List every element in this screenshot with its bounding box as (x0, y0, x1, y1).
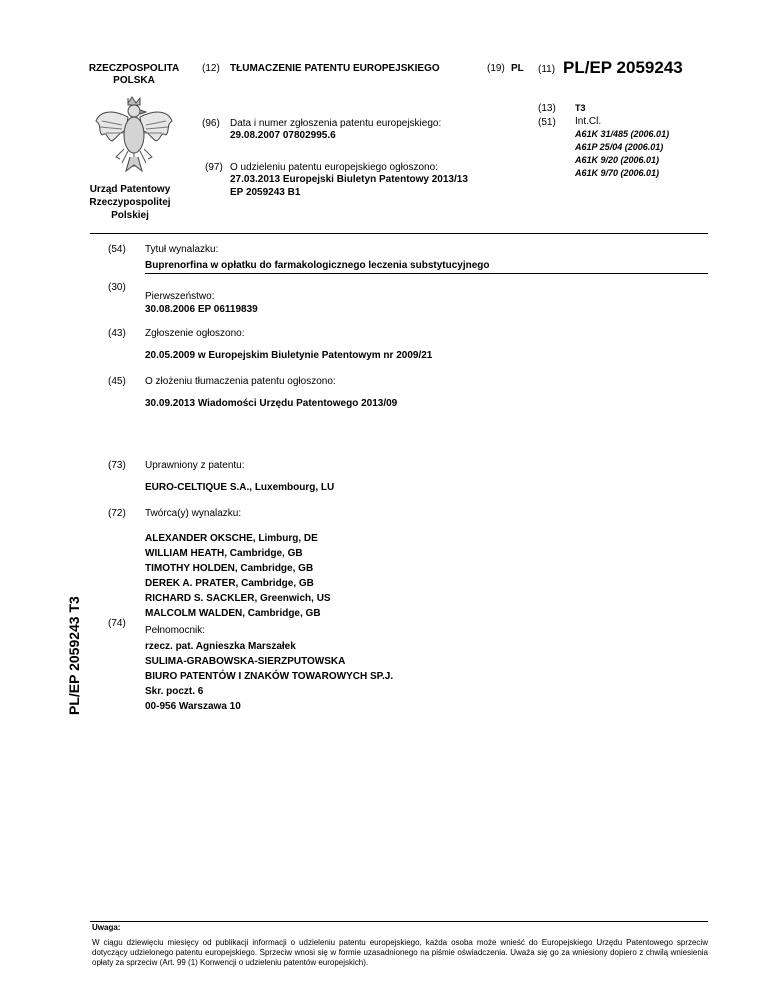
office-name (60, 183, 200, 222)
translation-label: O złożeniu tłumaczenia patentu ogłoszono: (145, 376, 336, 387)
translation-value: 30.09.2013 Wiadomości Urzędu Patentowego 2013/09 (145, 398, 398, 409)
publication-label: Zgłoszenie ogłoszono: (145, 328, 245, 339)
code-72: (72) (108, 508, 126, 519)
footer-divider (90, 921, 708, 922)
code-43: (43) (108, 328, 126, 339)
doc-type: TŁUMACZENIE PATENTU EUROPEJSKIEGO (230, 63, 440, 74)
code-54: (54) (108, 244, 126, 255)
note-text: W ciągu dziewięciu miesięcy od publikacji informacji o udzieleniu patentu europejskiego, każda osoba może wnieść do Europejskiego Urzędu Patentowego sprzeciw dotyczący udzielonego patentu europejskiego. Sprzeciw wnosi się w formie uzasadnionego na piśmie oświadczenia. Uważa się go za wniesiony dopiero z chwilą wniesienia opłaty za sprzeciw (Art. 99 (1) Konwencji o udzieleniu patentów europejskich). (92, 938, 708, 967)
inventor: ALEXANDER OKSCHE, Limburg, DE (145, 533, 318, 544)
grant-value-1: 27.03.2013 Europejski Biuletyn Patentowy 2013/13 (230, 174, 468, 185)
attorney-line: Skr. poczt. 6 (145, 686, 204, 697)
attorney-line: rzecz. pat. Agnieszka Marszałek (145, 641, 296, 652)
inventor: RICHARD S. SACKLER, Greenwich, US (145, 593, 331, 604)
code-13: (13) (538, 103, 556, 114)
inventor: TIMOTHY HOLDEN, Cambridge, GB (145, 563, 314, 574)
code-73: (73) (108, 460, 126, 471)
code-97: (97) (205, 162, 223, 173)
kind-code: T3 (575, 103, 586, 113)
inventor: DEREK A. PRATER, Cambridge, GB (145, 578, 314, 589)
inventor: WILLIAM HEATH, Cambridge, GB (145, 548, 303, 559)
ipc-item: A61K 9/20 (2006.01) (575, 155, 660, 165)
ipc-item: A61P 25/04 (2006.01) (575, 142, 664, 152)
note-title: Uwaga: (92, 923, 121, 932)
code-74: (74) (108, 618, 126, 629)
ipc-list (575, 128, 669, 180)
code-19: (19) (487, 63, 505, 74)
office-country (78, 63, 190, 87)
priority-label: Pierwszeństwo: (145, 291, 215, 302)
code-30: (30) (108, 282, 126, 293)
office-name-line3: Polskiej (111, 210, 149, 221)
proprietor-label: Uprawniony z patentu: (145, 460, 245, 471)
office-country-line2: POLSKA (113, 75, 155, 86)
proprietor-value: EURO-CELTIQUE S.A., Luxembourg, LU (145, 482, 335, 493)
code-96: (96) (202, 118, 220, 129)
ipc-item: A61K 9/70 (2006.01) (575, 168, 660, 178)
grant-label: O udzieleniu patentu europejskiego ogłoszono: (230, 162, 438, 173)
attorney-list (145, 639, 393, 714)
patent-number: PL/EP 2059243 (563, 58, 683, 77)
grant-value-2: EP 2059243 B1 (230, 187, 301, 198)
ipc-item: A61K 31/485 (2006.01) (575, 129, 670, 139)
inventors-label: Twórca(y) wynalazku: (145, 508, 242, 519)
inventor: MALCOLM WALDEN, Cambridge, GB (145, 608, 321, 619)
office-country-line1: RZECZPOSPOLITA (88, 63, 180, 74)
application-value: 29.08.2007 07802995.6 (230, 130, 336, 141)
application-label: Data i numer zgłoszenia patentu europejskiego: (230, 118, 442, 129)
header-divider (90, 233, 708, 234)
code-12: (12) (202, 63, 220, 74)
code-11: (11) (538, 64, 556, 75)
attorney-line: 00-956 Warszawa 10 (145, 701, 241, 712)
code-45: (45) (108, 376, 126, 387)
publication-value: 20.05.2009 w Europejskim Biuletynie Patentowym nr 2009/21 (145, 350, 433, 361)
attorney-line: SULIMA-GRABOWSKA-SIERZPUTOWSKA (145, 656, 346, 667)
office-name-line1: Urząd Patentowy (89, 184, 171, 195)
invention-title: Buprenorfina w opłatku do farmakologicznego leczenia substytucyjnego (145, 260, 490, 271)
office-name-line2: Rzeczypospolitej (89, 197, 171, 208)
priority-value: 30.08.2006 EP 06119839 (145, 304, 258, 315)
inventors-list (145, 531, 331, 621)
intcl-label: Int.Cl. (575, 116, 602, 127)
title-label: Tytuł wynalazku: (145, 244, 219, 255)
title-underline (145, 273, 708, 274)
country-code: PL (511, 63, 524, 74)
side-patent-label: PL/EP 2059243 T3 (66, 596, 82, 715)
eagle-emblem-icon (92, 95, 176, 177)
attorney-line: BIURO PATENTÓW I ZNAKÓW TOWAROWYCH SP.J. (145, 671, 394, 682)
attorney-label: Pełnomocnik: (145, 625, 206, 636)
code-51: (51) (538, 117, 556, 128)
